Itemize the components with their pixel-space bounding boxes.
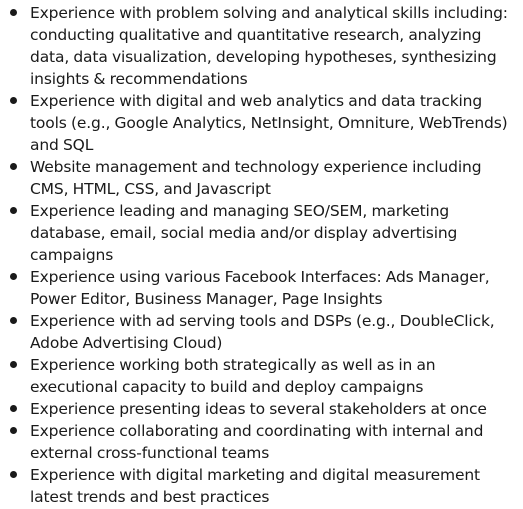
list-item: [0, 398, 523, 420]
bullet-icon: [10, 207, 17, 214]
list-item-text: Experience with digital and web analytics and data tracking tools (e.g., Google Analytics, NetInsight, Omniture, WebTrends) and SQL: [30, 92, 508, 154]
list-item-text: Experience working both strategically as well as in an executional capacity to build and deploy campaigns: [30, 356, 436, 396]
bullet-icon: [10, 97, 17, 104]
bullet-icon: [10, 427, 17, 434]
bullet-icon: [10, 471, 17, 478]
bullet-icon: [10, 273, 17, 280]
list-item: [0, 90, 523, 156]
list-item-text: Experience presenting ideas to several stakeholders at once: [30, 400, 487, 418]
list-item: [0, 354, 523, 398]
bullet-icon: [10, 405, 17, 412]
list-item-text: Website management and technology experience including CMS, HTML, CSS, and Javascript: [30, 158, 482, 198]
list-item: [0, 420, 523, 464]
bullet-icon: [10, 361, 17, 368]
list-item: [0, 464, 523, 508]
list-item: [0, 266, 523, 310]
list-item: [0, 200, 523, 266]
list-item: [0, 310, 523, 354]
list-item-text: Experience with digital marketing and digital measurement latest trends and best practices: [30, 466, 480, 506]
list-item-text: Experience with problem solving and analytical skills including: conducting qualitative and quantitative research, analyzing data, data visualization, developing hypotheses, synthesizing insights & recommendations: [30, 4, 508, 88]
bullet-icon: [10, 163, 17, 170]
list-item: [0, 2, 523, 90]
list-item-text: Experience using various Facebook Interfaces: Ads Manager, Power Editor, Business Manager, Page Insights: [30, 268, 490, 308]
bullet-icon: [10, 9, 17, 16]
list-item-text: Experience collaborating and coordinating with internal and external cross-functional teams: [30, 422, 484, 462]
list-item-text: Experience with ad serving tools and DSPs (e.g., DoubleClick, Adobe Advertising Cloud): [30, 312, 495, 352]
list-item-text: Experience leading and managing SEO/SEM, marketing database, email, social media and/or display advertising campaigns: [30, 202, 458, 264]
list-item: [0, 156, 523, 200]
bullet-icon: [10, 317, 17, 324]
